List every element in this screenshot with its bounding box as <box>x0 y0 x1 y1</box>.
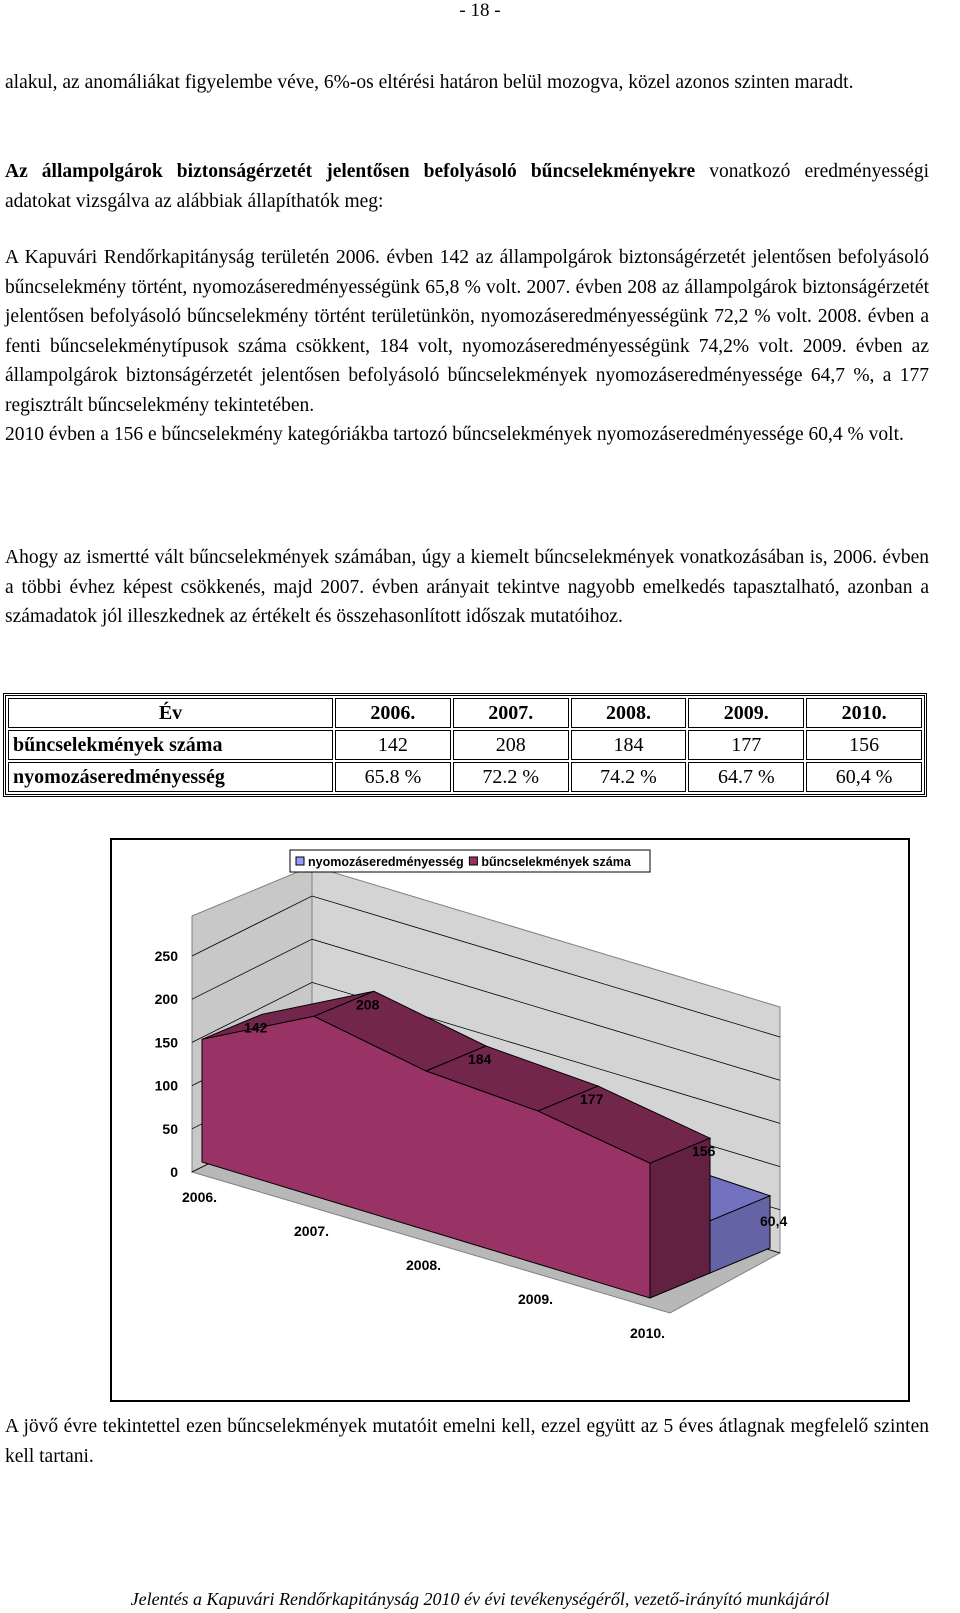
table-row-label: bűncselekmények száma <box>8 730 333 760</box>
table-row <box>8 762 922 792</box>
table-header-year: 2008. <box>571 698 687 728</box>
page-footer: Jelentés a Kapuvári Rendőrkapitányság 2010 év évi tevékenységéről, vezető-irányító munkájáról <box>130 1589 830 1609</box>
table-cell: 72.2 % <box>453 762 569 792</box>
legend-label: bűncselekmények száma <box>481 855 631 869</box>
x-category-label: 2010. <box>630 1325 666 1341</box>
table-cell: 142 <box>335 730 451 760</box>
data-label: 156 <box>692 1143 716 1160</box>
area-chart-3d <box>112 840 908 1400</box>
data-label: 142 <box>244 1019 268 1036</box>
y-tick-label: 0 <box>170 1164 178 1180</box>
table-cell: 156 <box>806 730 922 760</box>
x-category-label: 2006. <box>182 1189 218 1205</box>
y-tick-label: 250 <box>154 948 178 964</box>
table-header-year: 2010. <box>806 698 922 728</box>
table-header-year: 2007. <box>453 698 569 728</box>
paragraph-4: Ahogy az ismertté vált bűncselekmények számában, úgy a kiemelt bűncselekmények vonatkozásában is, 2006. évben a többi évhez képest csökkenés, majd 2007. évben arányait tekintve nagyobb emelkedés tapasztalható, azonban a számadatok jól illeszkednek az értékelt és összehasonlított időszak mutatóihoz. <box>5 547 929 627</box>
paragraph-2 <box>5 157 929 216</box>
data-label: 177 <box>580 1091 604 1108</box>
paragraph-1: alakul, az anomáliákat figyelembe véve, 6%-os eltérési határon belül mozogva, közel azonos szinten maradt. <box>5 72 854 93</box>
table-cell: 177 <box>688 730 804 760</box>
page-number: - 18 - <box>459 0 501 21</box>
crime-stats-table <box>3 693 927 797</box>
paragraph-5: A jövő évre tekintettel ezen bűncselekmények mutatóit emelni kell, ezzel együtt az 5 éves átlagnak megfelelő szinten kell tartani. <box>5 1416 929 1467</box>
x-category-label: 2009. <box>518 1291 554 1307</box>
y-tick-label: 150 <box>154 1034 178 1051</box>
y-tick-label: 50 <box>162 1120 178 1137</box>
table-row-label: nyomozáseredményesség <box>8 762 333 792</box>
legend-swatch <box>469 857 477 865</box>
series-end-shade <box>650 1138 710 1298</box>
table-header-label: Év <box>8 698 333 728</box>
y-tick-label: 100 <box>154 1077 178 1094</box>
table-header-year: 2009. <box>688 698 804 728</box>
x-category-label: 2007. <box>294 1223 330 1239</box>
paragraph-3-b: 2010 évben a 156 e bűncselekmény kategóriákba tartozó bűncselekmények nyomozáseredményessége 60,4 % volt. <box>5 424 904 445</box>
table-cell: 74.2 % <box>571 762 687 792</box>
paragraph-2-bold: Az állampolgárok biztonságérzetét jelentősen befolyásoló bűncselekményekre <box>5 161 696 182</box>
table-cell: 184 <box>571 730 687 760</box>
x-category-label: 2008. <box>406 1257 442 1273</box>
paragraph-3-a: A Kapuvári Rendőrkapitányság területén 2006. évben 142 az állampolgárok biztonságérzetét jelentősen befolyásoló bűncselekmény történt, nyomozáseredményességünk 65,8 % volt. 2007. évben 208 az állampolgárok biztonságérzetét jelentősen befolyásoló bűncselekmény történt területünkön, nyomozáseredményességünk 72,2 % volt. 2008. évben a fenti bűncselekménytípusok száma csökkent, 184 volt, nyomozáseredményességünk 74,2% volt. 2009. évben az állampolgárok biztonságérzetét jelentősen befolyásoló bűncselekmények nyomozáseredményessége 64,7 %, a 177 regisztrált bűncselekmény tekintetében. <box>5 247 929 416</box>
paragraph-2-rest: vonatkozó eredményességi adatokat vizsgálva az alábbiak állapíthatók meg: <box>5 161 929 212</box>
table-row <box>8 730 922 760</box>
data-label: 208 <box>356 996 380 1013</box>
table-cell: 60,4 % <box>806 762 922 792</box>
paragraph-3 <box>5 243 929 450</box>
y-tick-label: 200 <box>154 991 178 1008</box>
table-cell: 208 <box>453 730 569 760</box>
data-label: 184 <box>468 1051 492 1068</box>
data-label: 60,4 <box>760 1212 788 1229</box>
table-cell: 64.7 % <box>688 762 804 792</box>
chart-frame <box>110 838 910 1402</box>
table-header-year: 2006. <box>335 698 451 728</box>
legend-label: nyomozáseredményesség <box>308 855 464 869</box>
legend-swatch <box>296 857 304 865</box>
table-cell: 65.8 % <box>335 762 451 792</box>
table-header-row <box>8 698 922 728</box>
